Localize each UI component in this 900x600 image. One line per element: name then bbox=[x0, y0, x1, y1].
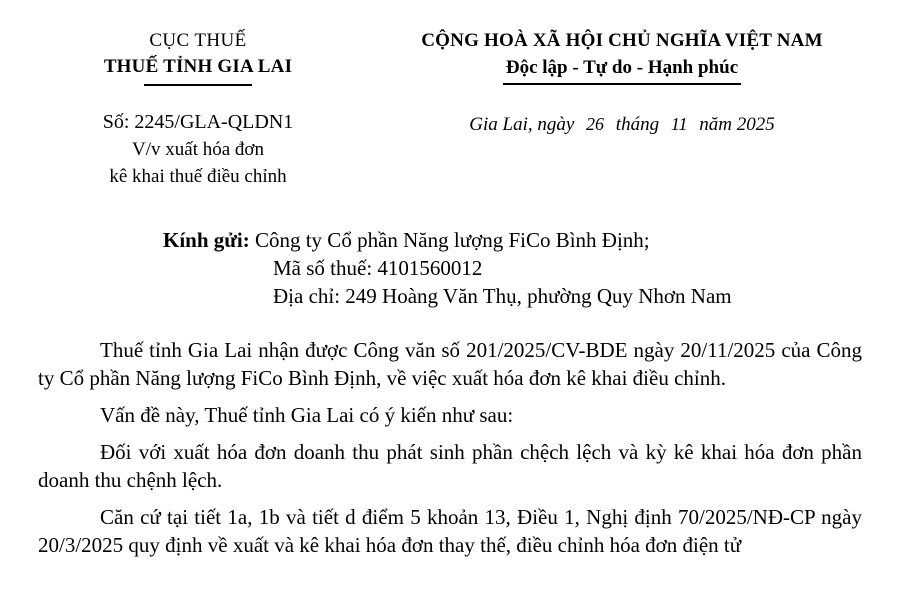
national-header-block bbox=[372, 28, 872, 138]
body-paragraph-2: Vấn đề này, Thuế tỉnh Gia Lai có ý kiến như sau: bbox=[100, 403, 514, 427]
date-month: 11 bbox=[670, 114, 688, 134]
document-subject-line2: kê khai thuế điều chỉnh bbox=[109, 166, 287, 187]
body-paragraph-4: Căn cứ tại tiết 1a, 1b và tiết d điểm 5 khoản 13, Điều 1, Nghị định 70/2025/NĐ-CP ngày 20/3/2025 quy định về xuất và kê khai hóa đơn thay thế, điều chỉnh hóa đơn điện tử bbox=[38, 505, 862, 557]
national-title: CỘNG HOÀ XÃ HỘI CHỦ NGHĨA VIỆT NAM bbox=[421, 30, 823, 51]
place-date-line bbox=[372, 111, 872, 138]
motto-line-wrap bbox=[372, 54, 872, 85]
body-paragraph-1: Thuế tỉnh Gia Lai nhận được Công văn số 201/2025/CV-BDE ngày 20/11/2025 của Công ty Cổ phần Năng lượng FiCo Bình Định, về việc xuất hóa đơn kê khai điều chỉnh. bbox=[38, 338, 862, 390]
document-body bbox=[38, 336, 862, 568]
recipient-company: Công ty Cổ phần Năng lượng FiCo Bình Định; bbox=[254, 228, 650, 252]
national-motto: Độc lập - Tự do - Hạnh phúc bbox=[503, 56, 741, 85]
date-place-prefix: Gia Lai, ngày bbox=[469, 114, 575, 135]
issuing-authority-block bbox=[38, 28, 358, 190]
recipient-address-line: Địa chỉ: 249 Hoàng Văn Thụ, phường Quy Nhơn Nam bbox=[273, 284, 732, 308]
recipient-block bbox=[163, 226, 732, 310]
salutation-label: Kính gửi: bbox=[163, 228, 250, 252]
body-paragraph-3: Đối với xuất hóa đơn doanh thu phát sinh phần chệch lệch và kỳ kê khai hóa đơn phần doanh thu chệnh lệch. bbox=[38, 440, 862, 492]
date-year-label: năm 2025 bbox=[699, 114, 775, 135]
date-month-label: tháng bbox=[615, 114, 660, 135]
recipient-tax-code-line: Mã số thuế: 4101560012 bbox=[273, 256, 483, 280]
recipient-salutation-line bbox=[163, 226, 732, 254]
date-day: 26 bbox=[586, 114, 605, 134]
parent-org-name: CỤC THUẾ bbox=[149, 30, 247, 51]
document-number: Số: 2245/GLA-QLDN1 bbox=[102, 111, 294, 133]
document-subject-line1: V/v xuất hóa đơn bbox=[132, 139, 264, 160]
org-divider-rule bbox=[144, 84, 252, 86]
org-name: THUẾ TỈNH GIA LAI bbox=[103, 56, 293, 77]
